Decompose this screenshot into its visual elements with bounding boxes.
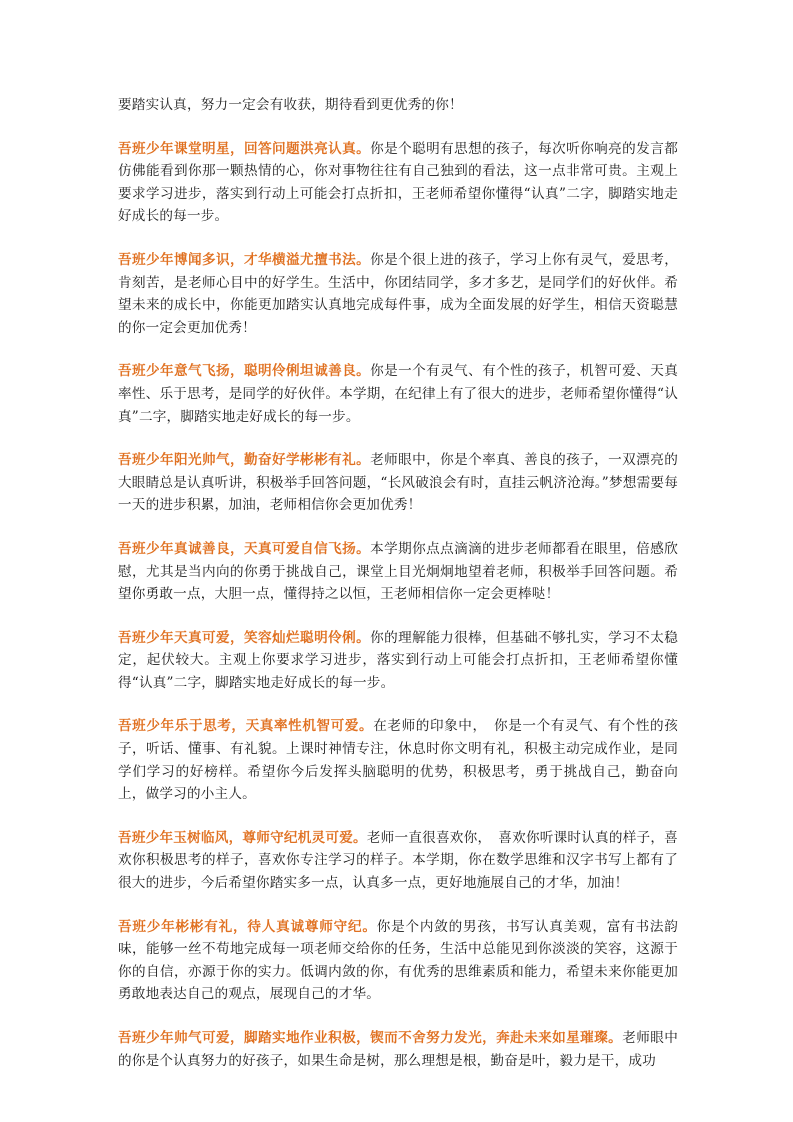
- comment-body: 老师眼中，你是个率真、善良的孩子，一双漂亮的大眼睛总是认真听讲，积极举手回答问题，“长风破浪会有时，直挂云帆济沧海。”梦想需要每一天的进步积累，加油，老师相信你会更加优秀！: [118, 452, 678, 514]
- comment-body: 老师眼中的你是个认真努力的好孩子，如果生命是树，那么理想是根，勤奋是叶，毅力是干，成功: [118, 1030, 678, 1069]
- comment-body: 本学期你点点滴滴的进步老师都看在眼里，倍感欣慰，尤其是当内向的你勇于挑战自己，课堂上目光炯炯地望着老师，积极举手回答问题。希望你勇敢一点，大胆一点，懂得持之以恒，王老师相信你一定会更棒哒！: [118, 540, 678, 603]
- comment-body: 在老师的印象中， 你是一个有灵气、有个性的孩子，听话、懂事、有礼貌。上课时神情专注，休息时你文明有礼，积极主动完成作业，是同学们学习的好榜样。希望你今后发挥头脑聪明的优势，积极思考，勇于挑战自己，勤奋向上，做学习的小主人。: [118, 718, 678, 803]
- comment-paragraph-5: [118, 538, 678, 606]
- comment-paragraph-6: [118, 627, 678, 695]
- comment-body: 要踏实认真，努力一定会有收获，期待看到更优秀的你！: [118, 97, 463, 113]
- comment-paragraph-7: [118, 715, 678, 805]
- comment-lead: 吾班少年玉树临风，尊师守纪机灵可爱。: [118, 829, 367, 846]
- comment-lead: 吾班少年彬彬有礼，待人真诚尊师守纪。: [118, 918, 377, 935]
- comment-paragraph-9: [118, 916, 678, 1006]
- comment-lead: 吾班少年博闻多识，才华横溢尤擅书法。: [118, 251, 371, 268]
- comment-lead: 吾班少年天真可爱，笑容灿烂聪明伶俐。: [118, 629, 371, 646]
- comment-paragraph-3: [118, 360, 678, 428]
- comment-paragraph-0: [118, 94, 678, 117]
- comment-lead: 吾班少年乐于思考，天真率性机智可爱。: [118, 718, 374, 735]
- comment-body: 你是个很上进的孩子，学习上你有灵气，爱思考，肯刻苦，是老师心目中的好学生。生活中，你团结同学，多才多艺，是同学们的好伙伴。希望未来的成长中，你能更加踏实认真地完成每件事，成为全面发展的好学生，相信天资聪慧的你一定会更加优秀！: [118, 251, 678, 336]
- comment-body: 你的理解能力很棒，但基础不够扎实，学习不太稳定，起伏较大。主观上你要求学习进步，落实到行动上可能会打点折扣，王老师希望你懂得“认真”二字，脚踏实地走好成长的每一步。: [118, 629, 678, 691]
- comment-paragraph-8: [118, 827, 678, 895]
- comment-lead: 吾班少年意气飞扬，聪明伶俐坦诚善良。: [118, 363, 371, 380]
- comment-paragraph-10: [118, 1027, 678, 1072]
- comment-body: 你是个聪明有思想的孩子，每次听你响亮的发言都仿佛能看到你那一颗热情的心，你对事物往往有自己独到的看法，这一点非常可贵。主观上要求学习进步，落实到行动上可能会打点折扣，王老师希望你懂得“认真”二字，脚踏实地走好成长的每一步。: [118, 140, 678, 225]
- comment-body: 老师一直很喜欢你， 喜欢你听课时认真的样子，喜欢你积极思考的样子，喜欢你专注学习的样子。本学期，你在数学思维和汉字书写上都有了很大的进步，今后希望你踏实多一点，认真多一点，更好地施展自己的才华，加油！: [118, 829, 678, 892]
- comment-paragraph-2: [118, 249, 678, 339]
- comment-lead: 吾班少年阳光帅气，勤奋好学彬彬有礼。: [118, 452, 371, 469]
- comment-paragraph-4: [118, 449, 678, 517]
- comment-body: 你是个内敛的男孩，书写认真美观，富有书法韵味，能够一丝不苟地完成每一项老师交给你的任务，生活中总能见到你淡淡的笑容，这源于你的自信，亦源于你的实力。低调内敛的你，有优秀的思维素质和能力，希望未来你能更加勇敢地表达自己的观点，展现自己的才华。: [118, 918, 678, 1003]
- comment-paragraph-1: [118, 138, 678, 228]
- comment-lead: 吾班少年课堂明星，回答问题洪亮认真。: [118, 140, 371, 157]
- comment-lead: 吾班少年帅气可爱，脚踏实地作业积极，锲而不舍努力发光，奔赴未来如星璀璨。: [118, 1030, 623, 1046]
- document-page: [118, 94, 678, 1093]
- comment-lead: 吾班少年真诚善良，天真可爱自信飞扬。: [118, 540, 371, 557]
- comment-body: 你是一个有灵气、有个性的孩子，机智可爱、天真率性、乐于思考，是同学的好伙伴。本学期，在纪律上有了很大的进步，老师希望你懂得“认真”二字，脚踏实地走好成长的每一步。: [118, 363, 678, 425]
